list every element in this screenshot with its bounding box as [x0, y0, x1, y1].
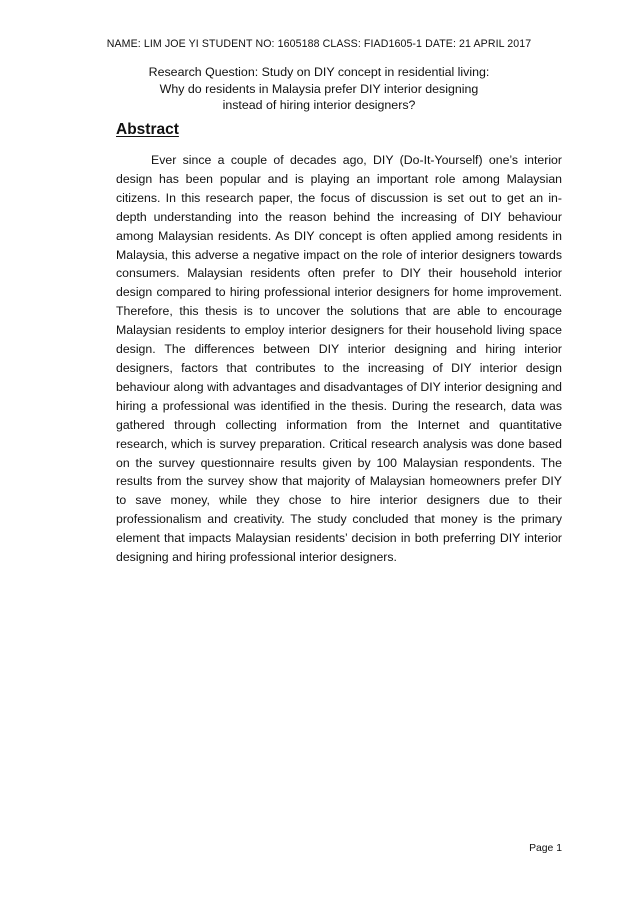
research-question-line-1: Research Question: Study on DIY concept in residential living: [148, 65, 490, 79]
abstract-body: Ever since a couple of decades ago, DIY (Do-It-Yourself) one’s interior design has been popular and is playing an important role among Malaysian citizens. In this research paper, the focus of discussion is set out to get an in-depth understanding into the reason behind the increasing of DIY behaviour among Malaysian residents. As DIY concept is often applied among residents in Malaysia, this adverse a negative impact on the role of interior designers towards consumers. Malaysian residents often prefer to DIY their household interior design compared to hiring professional interior designers for home improvement. Therefore, this thesis is to uncover the solutions that are able to encourage Malaysian residents to employ interior designers for their household living space design. The differences between DIY interior designing and hiring interior designers, factors that contributes to the increasing of DIY interior design behaviour along with advantages and disadvantages of DIY interior designing and hiring a professional was identified in the thesis. During the research, data was gathered through collecting information from the Internet and quantitative research, which is survey preparation. Critical research analysis was done based on the survey questionnaire results given by 100 Malaysian respondents. The results from the survey show that majority of Malaysian homeowners prefer DIY to save money, while they chose to hire interior designers due to their professionalism and creativity. The study concluded that money is the primary element that impacts Malaysian residents’ decision in both preferring DIY interior designing and hiring professional interior designers. [116, 153, 562, 565]
research-question-line-3: instead of hiring interior designers? [222, 98, 416, 112]
research-question-line-2: Why do residents in Malaysia prefer DIY interior designing [159, 81, 479, 96]
abstract-heading: Abstract [116, 121, 179, 138]
research-question [0, 64, 638, 114]
page-number: Page 1 [529, 843, 562, 854]
document-header: NAME: LIM JOE YI STUDENT NO: 1605188 CLASS: FIAD1605-1 DATE: 21 APRIL 2017 [106, 38, 532, 50]
